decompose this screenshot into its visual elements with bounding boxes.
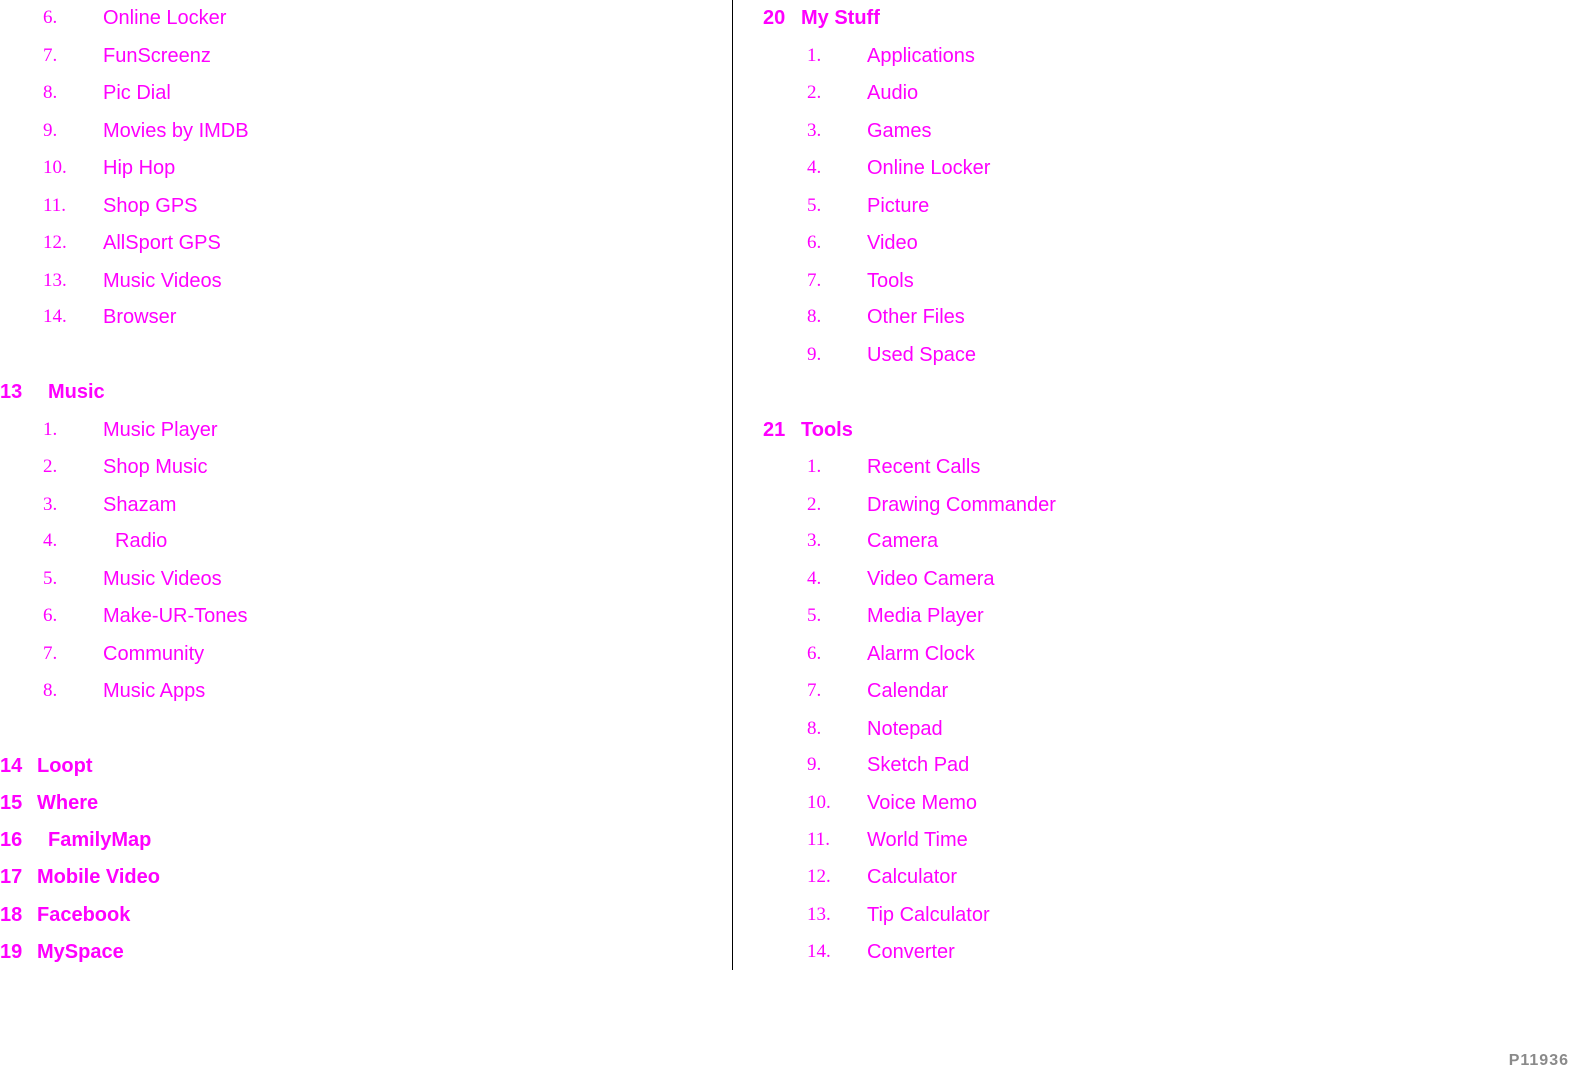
- section-title: Music: [48, 381, 105, 403]
- section-number: 16: [0, 829, 23, 851]
- item-number: 13.: [43, 270, 67, 291]
- item-label: Games: [867, 120, 932, 142]
- page-code: P11936: [1508, 1052, 1569, 1069]
- section-number: 18: [0, 904, 23, 926]
- item-label: Make-UR-Tones: [103, 605, 248, 627]
- item-number: 11.: [807, 829, 831, 850]
- section-title: MySpace: [37, 941, 124, 963]
- item-label: Calculator: [867, 866, 958, 888]
- item-number: 7.: [43, 45, 58, 66]
- item-label: Online Locker: [867, 157, 991, 179]
- item-number: 3.: [43, 494, 58, 515]
- item-number: 10.: [807, 792, 831, 813]
- item-label: Video Camera: [867, 568, 995, 590]
- item-number: 4.: [807, 157, 822, 178]
- item-label: Voice Memo: [867, 792, 978, 814]
- item-number: 14.: [807, 941, 831, 962]
- item-number: 5.: [43, 568, 58, 589]
- section-number: 15: [0, 792, 23, 814]
- item-number: 7.: [807, 270, 822, 291]
- section-number: 20: [763, 7, 786, 29]
- item-number: 3.: [807, 530, 822, 551]
- item-number: 6.: [43, 7, 58, 28]
- item-number: 11.: [43, 195, 67, 216]
- item-label: Music Videos: [103, 568, 222, 590]
- item-number: 4.: [43, 530, 58, 551]
- item-label: FunScreenz: [103, 45, 211, 67]
- section-title: My Stuff: [801, 7, 880, 29]
- item-number: 9.: [807, 344, 822, 365]
- item-label: Radio: [115, 530, 168, 552]
- item-label: Recent Calls: [867, 456, 981, 478]
- section-number: 21: [763, 419, 786, 441]
- item-label: Used Space: [867, 344, 976, 366]
- item-label: Notepad: [867, 718, 943, 740]
- section-title: Mobile Video: [37, 866, 160, 888]
- item-label: Movies by IMDB: [103, 120, 249, 142]
- item-label: Picture: [867, 195, 930, 217]
- item-number: 8.: [807, 718, 822, 739]
- item-label: Converter: [867, 941, 955, 963]
- item-number: 1.: [807, 456, 822, 477]
- item-label: Shazam: [103, 494, 177, 516]
- item-label: Media Player: [867, 605, 984, 627]
- section-title: Tools: [801, 419, 853, 441]
- item-label: Video: [867, 232, 918, 254]
- item-number: 2.: [43, 456, 58, 477]
- item-number: 1.: [43, 419, 58, 440]
- item-label: Drawing Commander: [867, 494, 1056, 516]
- item-label: Browser: [103, 306, 177, 328]
- item-number: 7.: [807, 680, 822, 701]
- item-label: Applications: [867, 45, 975, 67]
- item-number: 2.: [807, 494, 822, 515]
- item-label: Shop GPS: [103, 195, 198, 217]
- item-number: 12.: [43, 232, 67, 253]
- item-label: Music Videos: [103, 270, 222, 292]
- item-label: Music Player: [103, 419, 218, 441]
- item-number: 5.: [807, 195, 822, 216]
- item-number: 12.: [807, 866, 831, 887]
- item-number: 9.: [43, 120, 58, 141]
- item-label: Alarm Clock: [867, 643, 975, 665]
- item-label: Hip Hop: [103, 157, 176, 179]
- item-number: 9.: [807, 754, 822, 775]
- item-number: 8.: [43, 82, 58, 103]
- section-number: 13: [0, 381, 23, 403]
- column-divider: [732, 0, 733, 970]
- item-label: Tip Calculator: [867, 904, 990, 926]
- item-label: Sketch Pad: [867, 754, 970, 776]
- item-number: 13.: [807, 904, 831, 925]
- item-number: 8.: [43, 680, 58, 701]
- item-label: Community: [103, 643, 205, 665]
- item-number: 14.: [43, 306, 67, 327]
- item-number: 3.: [807, 120, 822, 141]
- item-number: 6.: [43, 605, 58, 626]
- section-number: 19: [0, 941, 23, 963]
- section-title: Facebook: [37, 904, 131, 926]
- item-number: 2.: [807, 82, 822, 103]
- section-title: FamilyMap: [48, 829, 152, 851]
- item-label: Online Locker: [103, 7, 227, 29]
- item-number: 6.: [807, 643, 822, 664]
- item-label: AllSport GPS: [103, 232, 221, 254]
- item-number: 10.: [43, 157, 67, 178]
- item-label: Music Apps: [103, 680, 206, 702]
- item-label: World Time: [867, 829, 968, 851]
- section-title: Loopt: [37, 755, 93, 777]
- item-number: 4.: [807, 568, 822, 589]
- item-label: Camera: [867, 530, 939, 552]
- item-number: 7.: [43, 643, 58, 664]
- item-label: Pic Dial: [103, 82, 171, 104]
- item-label: Other Files: [867, 306, 965, 328]
- item-number: 5.: [807, 605, 822, 626]
- section-number: 17: [0, 866, 23, 888]
- item-label: Audio: [867, 82, 919, 104]
- section-number: 14: [0, 755, 23, 777]
- item-label: Calendar: [867, 680, 949, 702]
- item-label: Shop Music: [103, 456, 208, 478]
- item-number: 6.: [807, 232, 822, 253]
- item-number: 8.: [807, 306, 822, 327]
- item-number: 1.: [807, 45, 822, 66]
- section-title: Where: [37, 792, 99, 814]
- item-label: Tools: [867, 270, 914, 292]
